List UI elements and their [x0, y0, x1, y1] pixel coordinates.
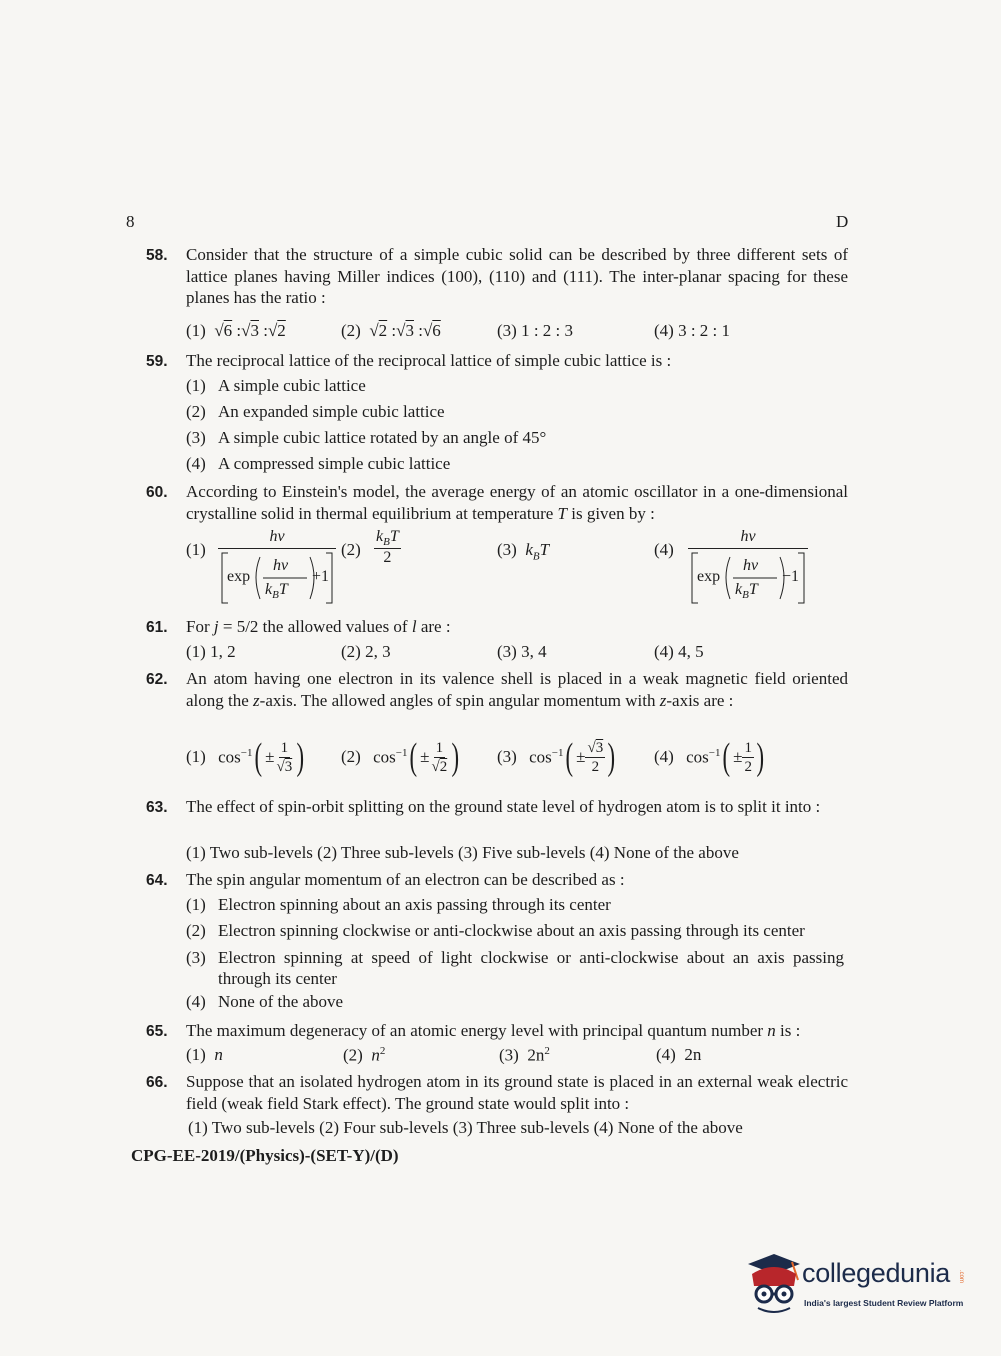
question-number: 59.	[146, 353, 168, 370]
option-3: (3) 1 : 2 : 3	[497, 321, 574, 340]
question-number: 64.	[146, 872, 168, 889]
logo-domain: .com	[958, 1270, 964, 1284]
option-3: (3) A simple cubic lattice rotated by an angle of 45°	[186, 428, 547, 447]
option-4: (4) 3 : 2 : 1	[654, 321, 731, 340]
question-number: 61.	[146, 619, 168, 636]
options-line: (1) Two sub-levels (2) Four sub-levels (3) Three sub-levels (4) None of the above	[188, 1118, 743, 1137]
set-code: D	[836, 212, 849, 231]
question-text: For j = 5/2 the allowed values of l are :	[186, 617, 451, 636]
option-4-formula: hv exp hv $k_BT$ −1	[688, 528, 808, 607]
question-text: The effect of spin-orbit splitting on the ground state level of hydrogen atom is to split it into :	[186, 797, 821, 816]
logo-tagline: India's largest Student Review Platform	[804, 1298, 964, 1308]
option-2-label: (2)	[341, 540, 361, 559]
question-number: 58.	[146, 247, 168, 264]
paper-code: CPG-EE-2019/(Physics)-(SET-Y)/(D)	[131, 1146, 399, 1165]
option-1: (1) 1, 2	[186, 642, 236, 661]
option-3: (3) $2n^2$	[499, 1045, 550, 1065]
question-text: Consider that the structure of a simple cubic solid can be described by three different sets of lattice planes having Miller indices (100), (110) and (111). The inter-planar spacing for these planes has the ratio :	[186, 245, 848, 307]
collegedunia-logo	[742, 1250, 972, 1320]
question-text: Suppose that an isolated hydrogen atom in its ground state is placed in an external weak electric field (weak field Stark effect). The ground state would split into :	[186, 1072, 848, 1113]
question-number: 60.	[146, 484, 168, 501]
option-1: (1) n	[186, 1045, 223, 1064]
option-2: (2) An expanded simple cubic lattice	[186, 402, 445, 421]
options-line: (1) Two sub-levels (2) Three sub-levels (3) Five sub-levels (4) None of the above	[186, 843, 739, 862]
option-4: (4) None of the above	[186, 992, 344, 1011]
question-text: An atom having one electron in its valence shell is placed in a weak magnetic field oriented along the z-axis. The allowed angles of spin angular momentum with z-axis are :	[186, 669, 848, 710]
question-number: 62.	[146, 671, 168, 688]
option-3: (3) 3, 4	[497, 642, 547, 661]
option-4: (4) 2n	[656, 1045, 702, 1064]
option-1: (1) Electron spinning about an axis passing through its center	[186, 895, 611, 914]
option-4-label: (4)	[654, 540, 674, 559]
option-list	[186, 373, 546, 477]
question-text: The reciprocal lattice of the reciprocal lattice of simple cubic lattice is :	[186, 351, 672, 370]
option-2: (2) $n^2$	[343, 1045, 386, 1065]
question-number: 63.	[146, 799, 168, 816]
logo-wordmark: collegedunia	[802, 1258, 951, 1288]
page-number: 8	[126, 212, 135, 231]
question-number: 65.	[146, 1023, 168, 1040]
option-3: (3) Electron spinning at speed of light clockwise or anti-clockwise about an axis passing through its center	[186, 948, 844, 988]
option-2: (2) $\cos^{-1}$( ± $\frac{1}{√2}$ )	[341, 736, 460, 778]
option-1: (1) A simple cubic lattice	[186, 376, 366, 395]
option-4: (4) $\cos^{-1}$( ± $\frac{1}{2}$ )	[654, 736, 765, 778]
option-4: (4) A compressed simple cubic lattice	[186, 454, 451, 473]
mascot-icon	[742, 1250, 804, 1320]
question-text: The spin angular momentum of an electron can be described as :	[186, 870, 625, 889]
option-1: (1) $\cos^{-1}$( ± $\frac{1}{√3}$ )	[186, 736, 305, 778]
question-number: 66.	[146, 1074, 168, 1091]
option-4: (4) 4, 5	[654, 642, 704, 661]
option-2: (2) 2, 3	[341, 642, 391, 661]
question-text: The maximum degeneracy of an atomic energy level with principal quantum number n is :	[186, 1021, 801, 1040]
option-2: (2) √2 :√3 :√6	[341, 321, 441, 340]
option-3: (3) $\cos^{-1}$( ± $\frac{√3}{2}$ )	[497, 736, 616, 778]
option-1-label: (1)	[186, 540, 206, 559]
question-text: According to Einstein's model, the average energy of an atomic oscillator in a one-dimensional crystalline solid in thermal equilibrium at temperature T is given by :	[186, 482, 848, 523]
option-1: (1) √6 :√3 :√2	[186, 321, 286, 340]
option-1-formula: hv exp hv $k_BT$ +1	[218, 528, 336, 607]
option-2-formula: $k_BT$ 2	[376, 528, 399, 567]
option-3: (3) $k_BT$	[497, 540, 550, 563]
option-list	[186, 892, 844, 1015]
option-2: (2) Electron spinning clockwise or anti-clockwise about an axis passing through its center	[186, 921, 805, 940]
